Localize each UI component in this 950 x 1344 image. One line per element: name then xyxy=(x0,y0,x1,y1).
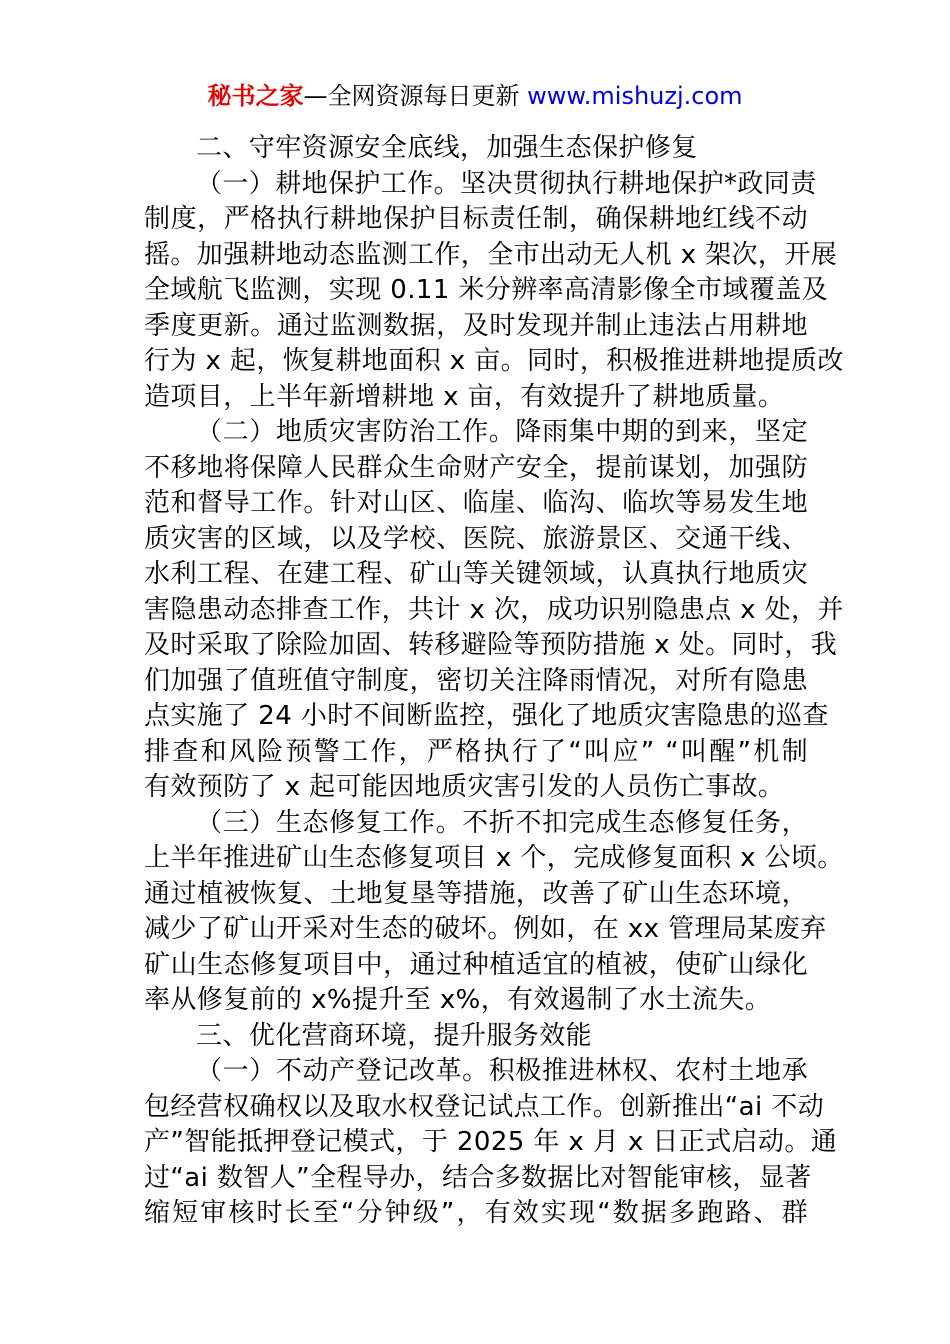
text-line: 矿山生态修复项目中，通过种植适宜的植被，使矿山绿化 xyxy=(144,949,808,980)
text-line: 过“ai 数智人”全程导办，结合多数据比对智能审核，显著 xyxy=(144,1162,812,1193)
site-tagline: —全网资源每日更新 xyxy=(303,82,528,110)
text-line: 三、优化营商环境，提升服务效能 xyxy=(196,1020,593,1051)
text-line: 通过植被恢复、土地复垦等措施，改善了矿山生态环境， xyxy=(144,878,808,909)
site-brand: 秘书之家 xyxy=(207,82,304,110)
text-line: 行为 x 起，恢复耕地面积 x 亩。同时，积极推进耕地提质改 xyxy=(144,346,844,376)
text-line: 率从修复前的 x%提升至 x%，有效遏制了水土流失。 xyxy=(144,985,772,1015)
text-line: （三）生态修复工作。不折不扣完成生态修复任务， xyxy=(196,807,808,838)
text-line: 产”智能抵押登记模式，于 2025 年 x 月 x 日正式启动。通 xyxy=(144,1127,838,1157)
text-line: 制度，严格执行耕地保护目标责任制，确保耕地红线不动 xyxy=(144,204,808,234)
text-line: 不移地将保障人民群众生命财产安全，提前谋划，加强防 xyxy=(144,452,808,483)
document-body xyxy=(144,131,844,1232)
site-url-link[interactable]: www.mishuzj.com xyxy=(527,82,743,110)
text-line: 上半年推进矿山生态修复项目 x 个，完成修复面积 x 公顷。 xyxy=(144,843,844,873)
text-line: 范和督导工作。针对山区、临崖、临沟、临坎等易发生地 xyxy=(144,488,808,518)
text-line: 二、守牢资源安全底线，加强生态保护修复 xyxy=(196,133,698,163)
text-line: 们加强了值班值守制度，密切关注降雨情况，对所有隐患 xyxy=(144,665,808,696)
text-line: 全域航飞监测，实现 0.11 米分辨率高清影像全市域覆盖及 xyxy=(144,275,829,305)
text-line: 及时采取了除险加固、转移避险等预防措施 x 处。同时，我 xyxy=(144,630,838,660)
site-header xyxy=(0,80,950,112)
text-line: 缩短审核时长至“分钟级”，有效实现“数据多跑路、群 xyxy=(144,1198,808,1228)
text-line: 摇。加强耕地动态监测工作，全市出动无人机 x 架次，开展 xyxy=(144,239,838,270)
text-line: 害隐患动态排查工作，共计 x 次，成功识别隐患点 x 处，并 xyxy=(144,594,844,625)
text-line: （二）地质灾害防治工作。降雨集中期的到来，坚定 xyxy=(196,417,808,447)
text-line: 造项目，上半年新增耕地 x 亩，有效提升了耕地质量。 xyxy=(144,381,785,412)
text-line: 包经营权确权以及取水权登记试点工作。创新推出“ai 不动 xyxy=(144,1091,825,1122)
text-line: 点实施了 24 小时不间断监控，强化了地质灾害隐患的巡查 xyxy=(144,701,829,731)
text-line: 减少了矿山开采对生态的破坏。例如，在 xx 管理局某废弃 xyxy=(144,914,827,944)
text-line: 水利工程、在建工程、矿山等关键领域，认真执行地质灾 xyxy=(144,559,808,589)
text-line: 季度更新。通过监测数据，及时发现并制止违法占用耕地 xyxy=(144,310,808,341)
text-line: 有效预防了 x 起可能因地质灾害引发的人员伤亡事故。 xyxy=(144,772,785,802)
text-line: 质灾害的区域，以及学校、医院、旅游景区、交通干线、 xyxy=(144,523,808,554)
text-line: （一）不动产登记改革。积极推进林权、农村土地承 xyxy=(196,1056,808,1086)
text-line: 排查和风险预警工作，严格执行了“叫应” “叫醒”机制 xyxy=(144,736,808,767)
text-line: （一）耕地保护工作。坚决贯彻执行耕地保护*政同责 xyxy=(196,168,817,199)
